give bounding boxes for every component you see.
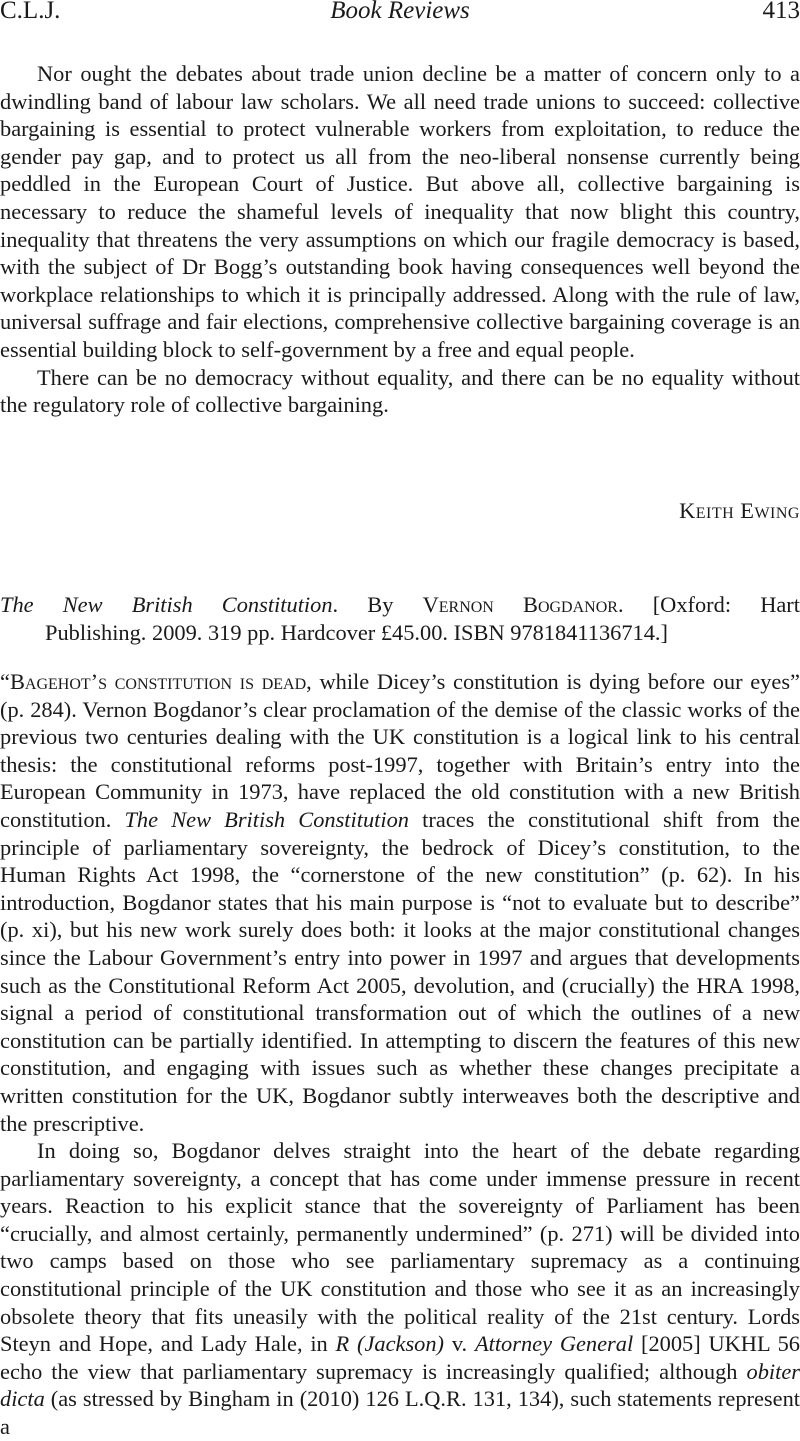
journal-abbreviation: C.L.J. — [0, 0, 60, 28]
review2-paragraph-1: “Bagehot’s constitution is dead, while Dicey’s constitution is dying before our eyes” (p. 284). Vernon Bogdanor’s clear proclamation of the demise of the classic works of the previous two centuries dealing with the UK constitution is a logical link to his central thesis: the constitutional reforms post-1997, together with Britain’s entry into the European Community in 1973, have replaced the old constitution with a new British constitution. The New British Constitution traces the constitutional shift from the principle of parliamentary sovereignty, the bedrock of Dicey’s constitution, to the Human Rights Act 1998, the “cornerstone of the new constitution” (p. 62). In his introduction, Bogdanor states that his main purpose is “not to evaluate but to describe” (p. xi), but his new work surely does both: it looks at the major constitutional changes since the Labour Government’s entry into power in 1997 and argues that developments such as the Constitutional Reform Act 2005, devolution, and (crucially) the HRA 1998, signal a period of constitutional transformation out of which the outlines of a new constitution can be partially identified. In attempting to discern the features of this new constitution, and engaging with issues such as whether these changes precipitate a written constitution for the UK, Bogdanor subtly interweaves both the descriptive and the prescriptive. — [0, 668, 800, 1137]
book-review-heading — [0, 591, 800, 646]
review-conclusion — [0, 60, 800, 419]
publication-details-1: [Oxford: Hart — [653, 592, 800, 617]
by-label: By — [367, 592, 393, 617]
review1-paragraph-1: Nor ought the debates about trade union decline be a matter of concern only to a dwindling band of labour law scholars. We all need trade unions to succeed: collective bargaining is essential to protect vulnerable workers from exploitation, to reduce the gender pay gap, and to protect us all from the neo-liberal nonsense currently being peddled in the European Court of Justice. But above all, collective bargaining is necessary to reduce the shameful levels of inequality that now blight this country, inequality that threatens the very assumptions on which our fragile democracy is based, with the subject of Dr Bogg’s outstanding book having consequences well beyond the workplace relationships to which it is principally addressed. Along with the rule of law, universal suffrage and fair elections, comprehensive collective bargaining coverage is an essential building block to self-government by a free and equal people. — [0, 60, 800, 364]
book-author: Vernon Bogdanor — [423, 592, 618, 617]
case-name-2: Attorney General — [475, 1331, 633, 1356]
bagehot-quote: Bagehot’s constitution is dead — [10, 669, 306, 694]
reviewer-signature: Keith Ewing — [679, 497, 800, 525]
book-title: The New British Constitution — [0, 592, 333, 617]
obiter-dicta: obiter dicta — [0, 1359, 800, 1412]
case-name: R (Jackson) — [336, 1331, 445, 1356]
running-head — [0, 0, 800, 28]
book-title-inline: The New British Constitution — [124, 807, 409, 832]
heading-line-1: The New British Constitution. By Vernon Bogdanor. [Oxford: Hart — [0, 591, 800, 619]
page-number: 413 — [763, 0, 800, 28]
review1-paragraph-2: There can be no democracy without equality, and there can be no equality without the regulatory role of collective bargaining. — [0, 364, 800, 419]
review2-paragraph-2: In doing so, Bogdanor delves straight into the heart of the debate regarding parliamentary sovereignty, a concept that has come under immense pressure in recent years. Reaction to his explicit stance that the sovereignty of Parliament has been “crucially, and almost certainly, permanently undermined” (p. 271) will be divided into two camps based on those who see parliamentary supremacy as a continuing constitutional principle of the UK constitution and those who see it as an increasingly obsolete theory that fits uneasily with the political reality of the 21st century. Lords Steyn and Hope, and Lady Hale, in R (Jackson) v. Attorney General [2005] UKHL 56 echo the view that parliamentary supremacy is increasingly qualified; although obiter dicta (as stressed by Bingham in (2010) 126 L.Q.R. 131, 134), such statements represent a — [0, 1137, 800, 1441]
publication-details-2: Publishing. 2009. 319 pp. Hardcover £45.00. ISBN 9781841136714.] — [0, 619, 800, 647]
section-title: Book Reviews — [0, 0, 800, 28]
review-body — [0, 668, 800, 1441]
